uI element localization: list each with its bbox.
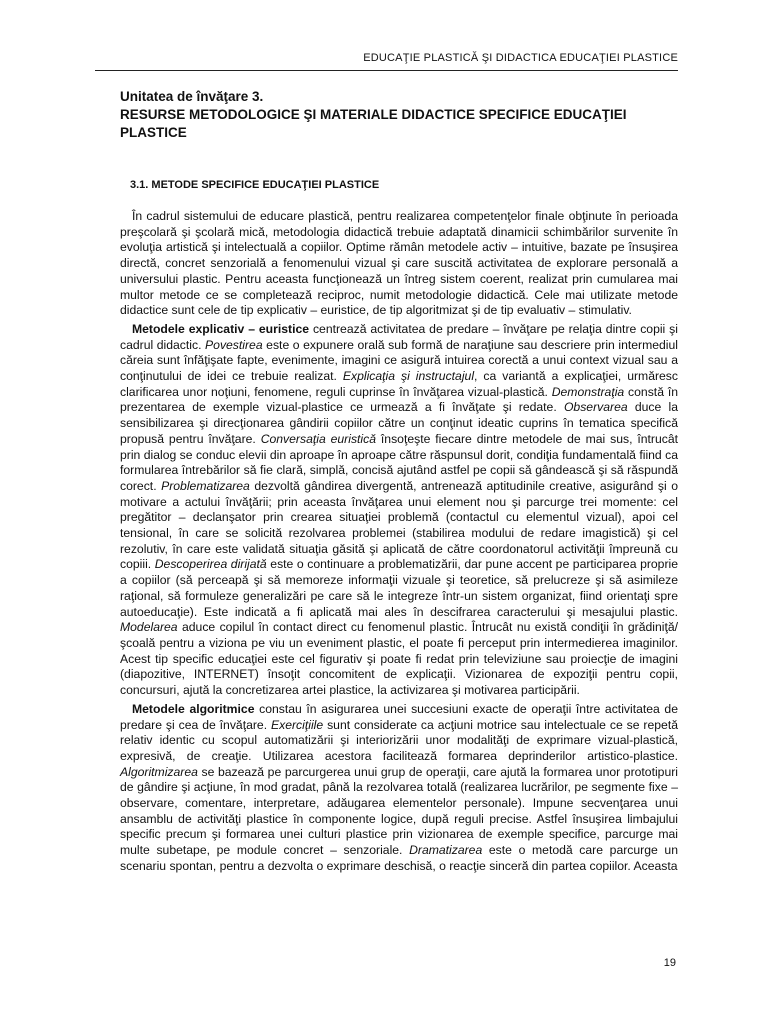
term-explicatia: Explicaţia şi instructajul <box>342 369 475 384</box>
unit-title: RESURSE METODOLOGICE ŞI MATERIALE DIDACTICE SPECIFICE EDUCAŢIEI PLASTICE <box>120 107 627 140</box>
term-observarea: Observarea <box>563 400 628 415</box>
term-dramatizarea: Dramatizarea <box>409 843 483 858</box>
term-algoritmizarea: Algoritmizarea <box>120 764 198 779</box>
text-span: centrează activitatea de predare – învăţare pe relaţia dintre copii şi cadrul didactic. <box>120 321 678 352</box>
text-span: este o expunere orală sub formă de naraţiune sau descriere prin intermediul căreia sunt înfăţişate fapte, evenimente, imagini ce asigură intuirea corectă a unui context vizual sau a conţinutului de idei ce trebuie realizat. <box>120 337 678 384</box>
text-span: se bazează pe parcurgerea unui grup de operaţii, care ajută la formarea unor prototipuri de gândire şi acţiune, în mod gradat, până la rezolvarea totală (realizarea lucrărilor, pe segmente fixe – observare, comentare, interpretare, adăugarea elementelor personale). Impune secvenţarea unui ansamblu de activităţi plastice în componente logice, după reguli precise. Astfel însuşirea limbajului specific precum şi formarea unei culturi plastice prin vizionarea de exemple specifice, parcurge mai multe subetape, pe module concret – senzoriale. <box>120 764 678 858</box>
term-modelarea: Modelarea <box>120 620 178 635</box>
unit-title-block <box>120 88 678 142</box>
running-header <box>95 48 678 71</box>
text-span: însoţeşte fiecare dintre metodele de mai sus, întrucât prin dialog se conduc elevii din aproape în aproape către răspunsul dorit, condiţia fundamentală fiind ca formularea întrebărilor să fie clară, simplă, concisă ajutând astfel pe copii să gândească şi să răspundă corect. <box>120 431 678 493</box>
unit-label: Unitatea de învăţare 3. <box>120 89 264 104</box>
text-span: , ca variantă a explicaţiei, urmăresc clarificarea unor noţiuni, fenomene, reguli cuprinse în învăţarea vizual-plastică. <box>120 369 678 399</box>
paragraph-intro: În cadrul sistemului de educare plastică, pentru realizarea competenţelor finale obţinute în perioada preşcolară şi şcolară mică, metodologia didactică trebuie adaptată dinamicii schimbărilor survenite în evoluţia artistică şi intelectuală a copiilor. Optime rămân metodele activ – intuitive, bazate pe însuşirea directă, concret senzorială a fenomenului vizual şi care suscită activitatea de explorare personală a universului plastic. Pentru aceasta funcţionează un întreg sistem coerent, realizat prin cumularea mai multor metode ce se completează reciproc, numit metodologie didactică. Cele mai utilizate metode didactice sunt cele de tip explicativ – euristice, de tip algoritmizat şi de tip evaluativ – stimulativ. <box>120 209 678 318</box>
term-exercitiile: Exerciţiile <box>271 717 324 732</box>
text-span: este o metodă care parcurge un scenariu spontan, pentru a dezvolta o exprimare deschisă, o reacţie sinceră din partea copiilor. Aceasta <box>120 843 678 873</box>
term-algoritmice: Metodele algoritmice <box>132 701 255 716</box>
paragraph-algoritmice <box>120 702 678 875</box>
term-conversatia: Conversaţia euristică <box>260 431 377 446</box>
text-span: duce la sensibilizarea şi direcţionarea gândirii copiilor către un conţinut ideatic cuprins în tematica specifică propusă pentru învăţare. <box>120 400 679 446</box>
text-span: este o continuare a problematizării, dar pune accent pe participarea proprie a copiilor (să perceapă şi să memoreze informaţii vizuale şi teoretice, să prelucreze şi să asimileze raţional, să formuleze generalizări pe care să le integreze într-un sistem organizat, fiind orientaţi spre autoeducaţie). Este indicată a fi aplicată mai ales în descifrarea caracterului şi mesajului plastic. <box>120 557 679 619</box>
term-problematizarea: Problematizarea <box>161 478 250 493</box>
text-span: sunt considerate ca acţiuni motrice sau intelectuale ce se repetă relativ identic cu scopul automatizării şi interiorizării unor modalităţi de exprimare vizual-plastică, expresivă, de creaţie. Utilizarea acestora facilitează formarea deprinderilor artistico-plastice. <box>120 717 678 763</box>
body-text <box>120 209 678 878</box>
text-span: constă în prezentarea de exemple vizual-plastice ce urmează a fi învăţate şi redate. <box>120 384 678 415</box>
running-title: EDUCAŢIE PLASTICĂ ŞI DIDACTICA EDUCAŢIEI PLASTICE <box>363 52 678 64</box>
text-span: dezvoltă gândirea divergentă, antrenează aptitudinile creative, asigurând şi o motivare a actului învăţării; prin aceasta învăţarea unui element nou şi parcurge trei momente: cel pregătitor – declanşator prin crearea situaţiei problemă (contactul cu elementul vizual), apoi cel tensional, în care se solicită rezolvarea problemei (stabilirea modului de redare imagistică) şi cel rezolutiv, în care este validată situaţia găsită şi aplicată de către coordonatorul activităţii împreună cu copiii. <box>120 478 678 572</box>
term-demonstratia: Demonstraţia <box>551 384 625 399</box>
text-span: aduce copilul în contact direct cu fenomenul plastic. Întrucât nu există condiţii în grădiniţă/şcoală pentru a viziona pe viu un eveniment plastic, el poate fi perceput prin intermedierea imaginilor. Acest tip specific educaţiei este cel figurativ şi poate fi redat prin televiziune sau proiecţie de imagini (diapozitive, INTERNET) însoţit concomitent de explicaţii. Vizionarea de expoziţii pentru copii, concursuri, ajută la concretizarea artei plastice, la activizarea şi motivarea participării. <box>120 620 678 698</box>
term-descoperirea: Descoperirea dirijată <box>154 557 267 572</box>
term-povestirea: Povestirea <box>205 337 263 352</box>
page-number: 19 <box>663 957 676 969</box>
section-heading: 3.1. METODE SPECIFICE EDUCAŢIEI PLASTICE <box>130 179 380 191</box>
term-explicativ: Metodele explicativ – euristice <box>132 321 310 336</box>
paragraph-explicativ <box>120 322 678 699</box>
text-span: constau în asigurarea unei succesiuni exacte de operaţii între activitatea de predare şi cea de învăţare. <box>120 701 678 732</box>
